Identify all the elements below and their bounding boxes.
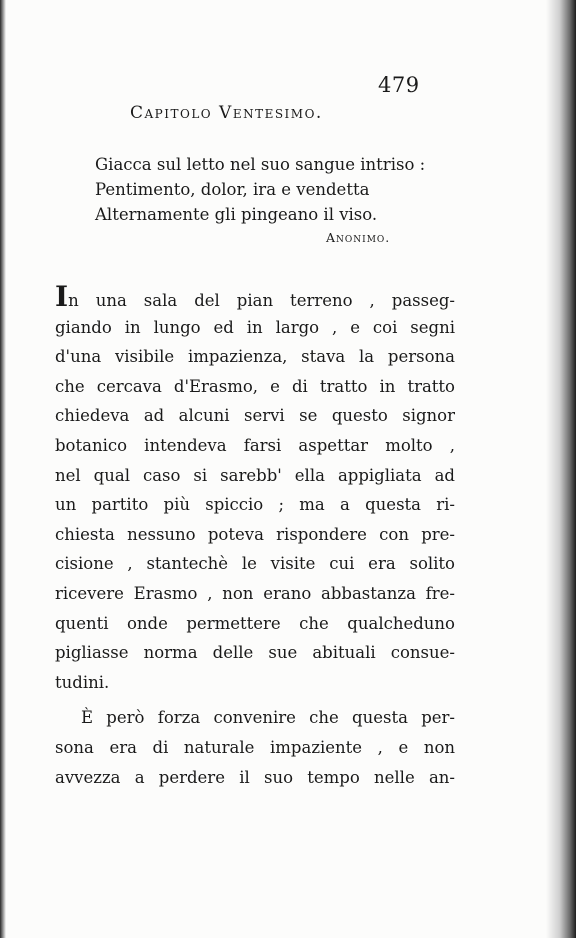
body-line: È però forza convenire che questa per- xyxy=(81,708,455,728)
body-text xyxy=(55,283,455,792)
body-line: pigliasse norma delle sue abituali consue- xyxy=(55,643,455,663)
body-line: sona era di naturale impaziente , e non xyxy=(55,737,455,757)
body-line: tudini. xyxy=(55,672,110,692)
drop-cap: I xyxy=(55,283,69,313)
body-line: che cercava d'Erasmo, e di tratto in tratto xyxy=(55,376,455,396)
page-edge-left xyxy=(0,0,6,938)
body-line: chiesta nessuno poteva rispondere con pre- xyxy=(55,524,455,544)
body-line: quenti onde permettere che qualcheduno xyxy=(55,613,455,633)
body-line: d'una visibile impazienza, stava la persona xyxy=(55,347,455,367)
body-line: chiedeva ad alcuni servi se questo signor xyxy=(55,406,455,426)
epigraph-line: Giacca sul letto nel suo sangue intriso : xyxy=(95,155,426,174)
chapter-title: Capitolo Ventesimo. xyxy=(130,103,323,123)
epigraph-line: Alternamente gli pingeano il viso. xyxy=(95,205,378,224)
epigraph xyxy=(95,152,425,227)
body-line: giando in lungo ed in largo , e coi segni xyxy=(55,317,455,337)
body-line: botanico intendeva farsi aspettar molto , xyxy=(55,435,455,455)
body-line: nel qual caso si sarebb' ella appigliata ad xyxy=(55,465,455,485)
body-line-text: n una sala del pian terreno , passeg- xyxy=(68,291,455,310)
body-line: avvezza a perdere il suo tempo nelle an- xyxy=(55,767,455,787)
body-line: cisione , stantechè le visite cui era solito xyxy=(55,554,455,574)
body-line xyxy=(55,283,455,313)
epigraph-line: Pentimento, dolor, ira e vendetta xyxy=(95,180,370,199)
epigraph-author: Anonimo. xyxy=(326,230,391,245)
body-line: ricevere Erasmo , non erano abbastanza fre- xyxy=(55,583,455,603)
page-edge-right xyxy=(546,0,576,938)
page-number: 479 xyxy=(378,73,420,97)
body-line: un partito più spiccio ; ma a questa ri- xyxy=(55,495,455,515)
